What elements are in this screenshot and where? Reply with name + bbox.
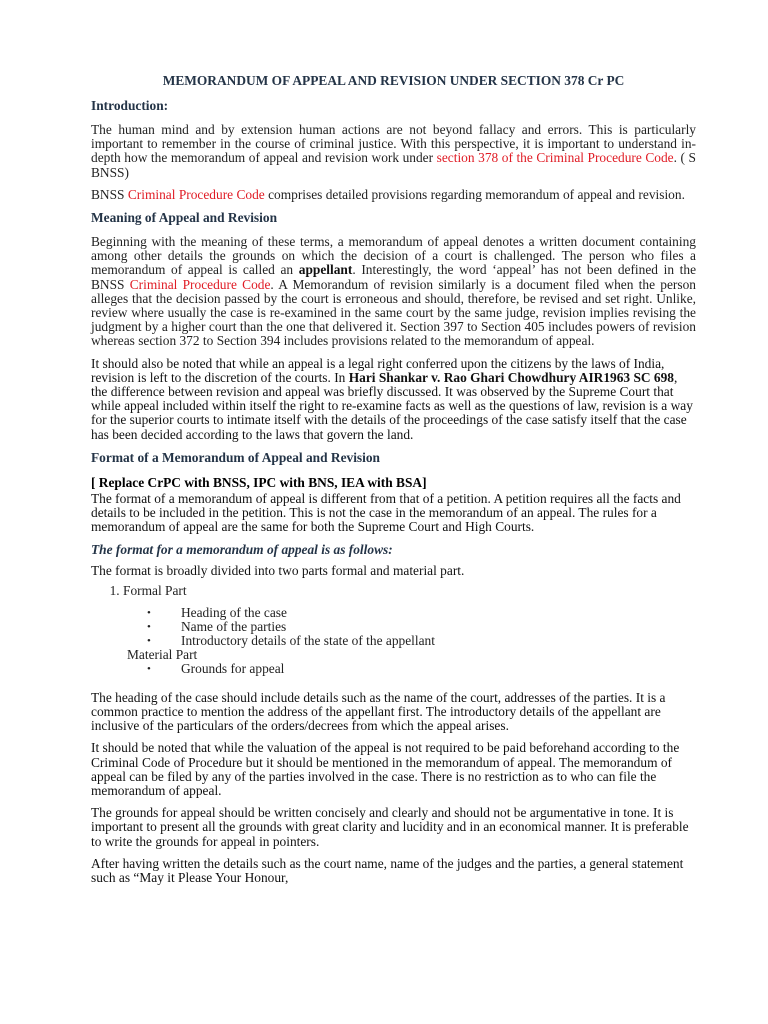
replace-note: [ Replace CrPC with BNSS, IPC with BNS, IEA with BSA] [91, 474, 427, 490]
material-part-label: Material Part [127, 647, 198, 663]
introduction-paragraph-2 [91, 188, 696, 202]
list-item: • Name of the parties [147, 620, 696, 634]
format-paragraph-2: The format is broadly divided into two parts formal and material part. [91, 563, 465, 579]
intro-p1-tail: . ( S BNSS) [91, 150, 696, 180]
format-paragraph-6: After having written the details such as the court name, name of the judges and the parties, a general statement such as “May it Please Your Honour, [91, 855, 684, 885]
meaning-p1-a: Beginning with the meaning of these terms, a memorandum of appeal denotes a written document containing among other details the grounds on which the decision of a court is challenged. The person who files a memorandum of appeal is called an [91, 234, 696, 278]
format-heading: Format of a Memorandum of Appeal and Revision [91, 449, 381, 465]
meaning-p2-b: , the difference between revision and appeal was briefly discussed. It was observed by the Supreme Court that while appeal included within itself the right to re-examine facts as well as the questions of law, revision is a way for the superior courts to intimate itself with the details of the proceedings of the case satisfy itself that the case has been decided according to the laws that govern the land. [91, 369, 693, 442]
formal-part-bullets [123, 606, 696, 649]
case-citation: Hari Shankar v. Rao Ghari Chowdhury AIR1963 SC 698 [348, 369, 675, 385]
meaning-paragraph-2 [91, 357, 696, 442]
meaning-heading: Meaning of Appeal and Revision [91, 210, 278, 226]
document-title: MEMORANDUM OF APPEAL AND REVISION UNDER SECTION 378 Cr PC [162, 73, 625, 88]
list-item: • Introductory details of the state of the appellant [147, 634, 696, 648]
format-paragraph-5: The grounds for appeal should be written concisely and clearly and should not be argumentative in tone. It is important to present all the grounds with great clarity and lucidity and in an economical manner. It is preferable to write the grounds for appeal in pointers. [91, 805, 689, 849]
formal-part-label: Formal Part [123, 582, 187, 598]
appellant-term: appellant [298, 262, 353, 278]
formal-part-item [123, 583, 696, 649]
intro-p1-text: The human mind and by extension human actions are not beyond fallacy and errors. This is particularly important to remember in the course of criminal justice. With this perspective, it is important to understand in-depth how the memorandum of appeal and revision work under [91, 122, 696, 166]
criminal-procedure-code-link[interactable]: Criminal Procedure Code [127, 186, 265, 202]
intro-p2-prefix: BNSS [91, 186, 128, 202]
meaning-p1-c: . A Memorandum of revision similarly is a document filed when the person alleges that the decision passed by the court is erroneous and should, therefore, be revised and set right. Unlike, review where usually the case is re-examined in the same court by the same judge, revision implies revising the judgment by a higher court than the one that delivered it. Section 397 to Section 405 includes powers of revision whereas section 372 to Section 394 includes provisions related to the memorandum of appeal. [91, 276, 696, 349]
meaning-p2-a: It should also be noted that while an appeal is a legal right conferred upon the citizens by the laws of India, revision is left to the discretion of the courts. In [91, 355, 665, 385]
intro-p2-text: comprises detailed provisions regarding memorandum of appeal and revision. [264, 186, 685, 202]
list-item: • Heading of the case [147, 606, 696, 620]
material-part-bullets [91, 662, 696, 676]
meaning-paragraph-1 [91, 235, 696, 349]
format-paragraph-3: The heading of the case should include details such as the name of the court, addresses of the parties. It is a common practice to mention the address of the appellant first. The introductory details of the appellant are inclusive of the particulars of the orders/decrees from which the appeal arises. [91, 689, 666, 734]
section-378-link[interactable]: section 378 of the Criminal Procedure Code [436, 150, 674, 166]
format-paragraph-1: The format of a memorandum of appeal is different from that of a petition. A petition requires all the facts and details to be included in the petition. This is not the case in the memorandum of an appeal. The rules for a memorandum of appeal are the same for both the Supreme Court and High Courts. [91, 490, 681, 535]
introduction-heading: Introduction: [91, 98, 169, 113]
meaning-p1-b: . Interestingly, the word ‘appeal’ has not been defined in the BNSS [91, 262, 697, 292]
format-paragraph-4: It should be noted that while the valuation of the appeal is not required to be paid beforehand according to the Criminal Code of Procedure but it should be mentioned in the memorandum of appeal. The memorandum of appeal can be filed by any of the parties involved in the case. There is no restriction as to who can file the memorandum of appeal. [91, 740, 680, 798]
introduction-paragraph-1 [91, 123, 696, 180]
format-parts-list [91, 583, 696, 649]
list-item: • Grounds for appeal [147, 662, 696, 676]
criminal-procedure-code-link-2[interactable]: Criminal Procedure Code [129, 276, 271, 292]
format-subheading: The format for a memorandum of appeal is as follows: [91, 542, 393, 558]
